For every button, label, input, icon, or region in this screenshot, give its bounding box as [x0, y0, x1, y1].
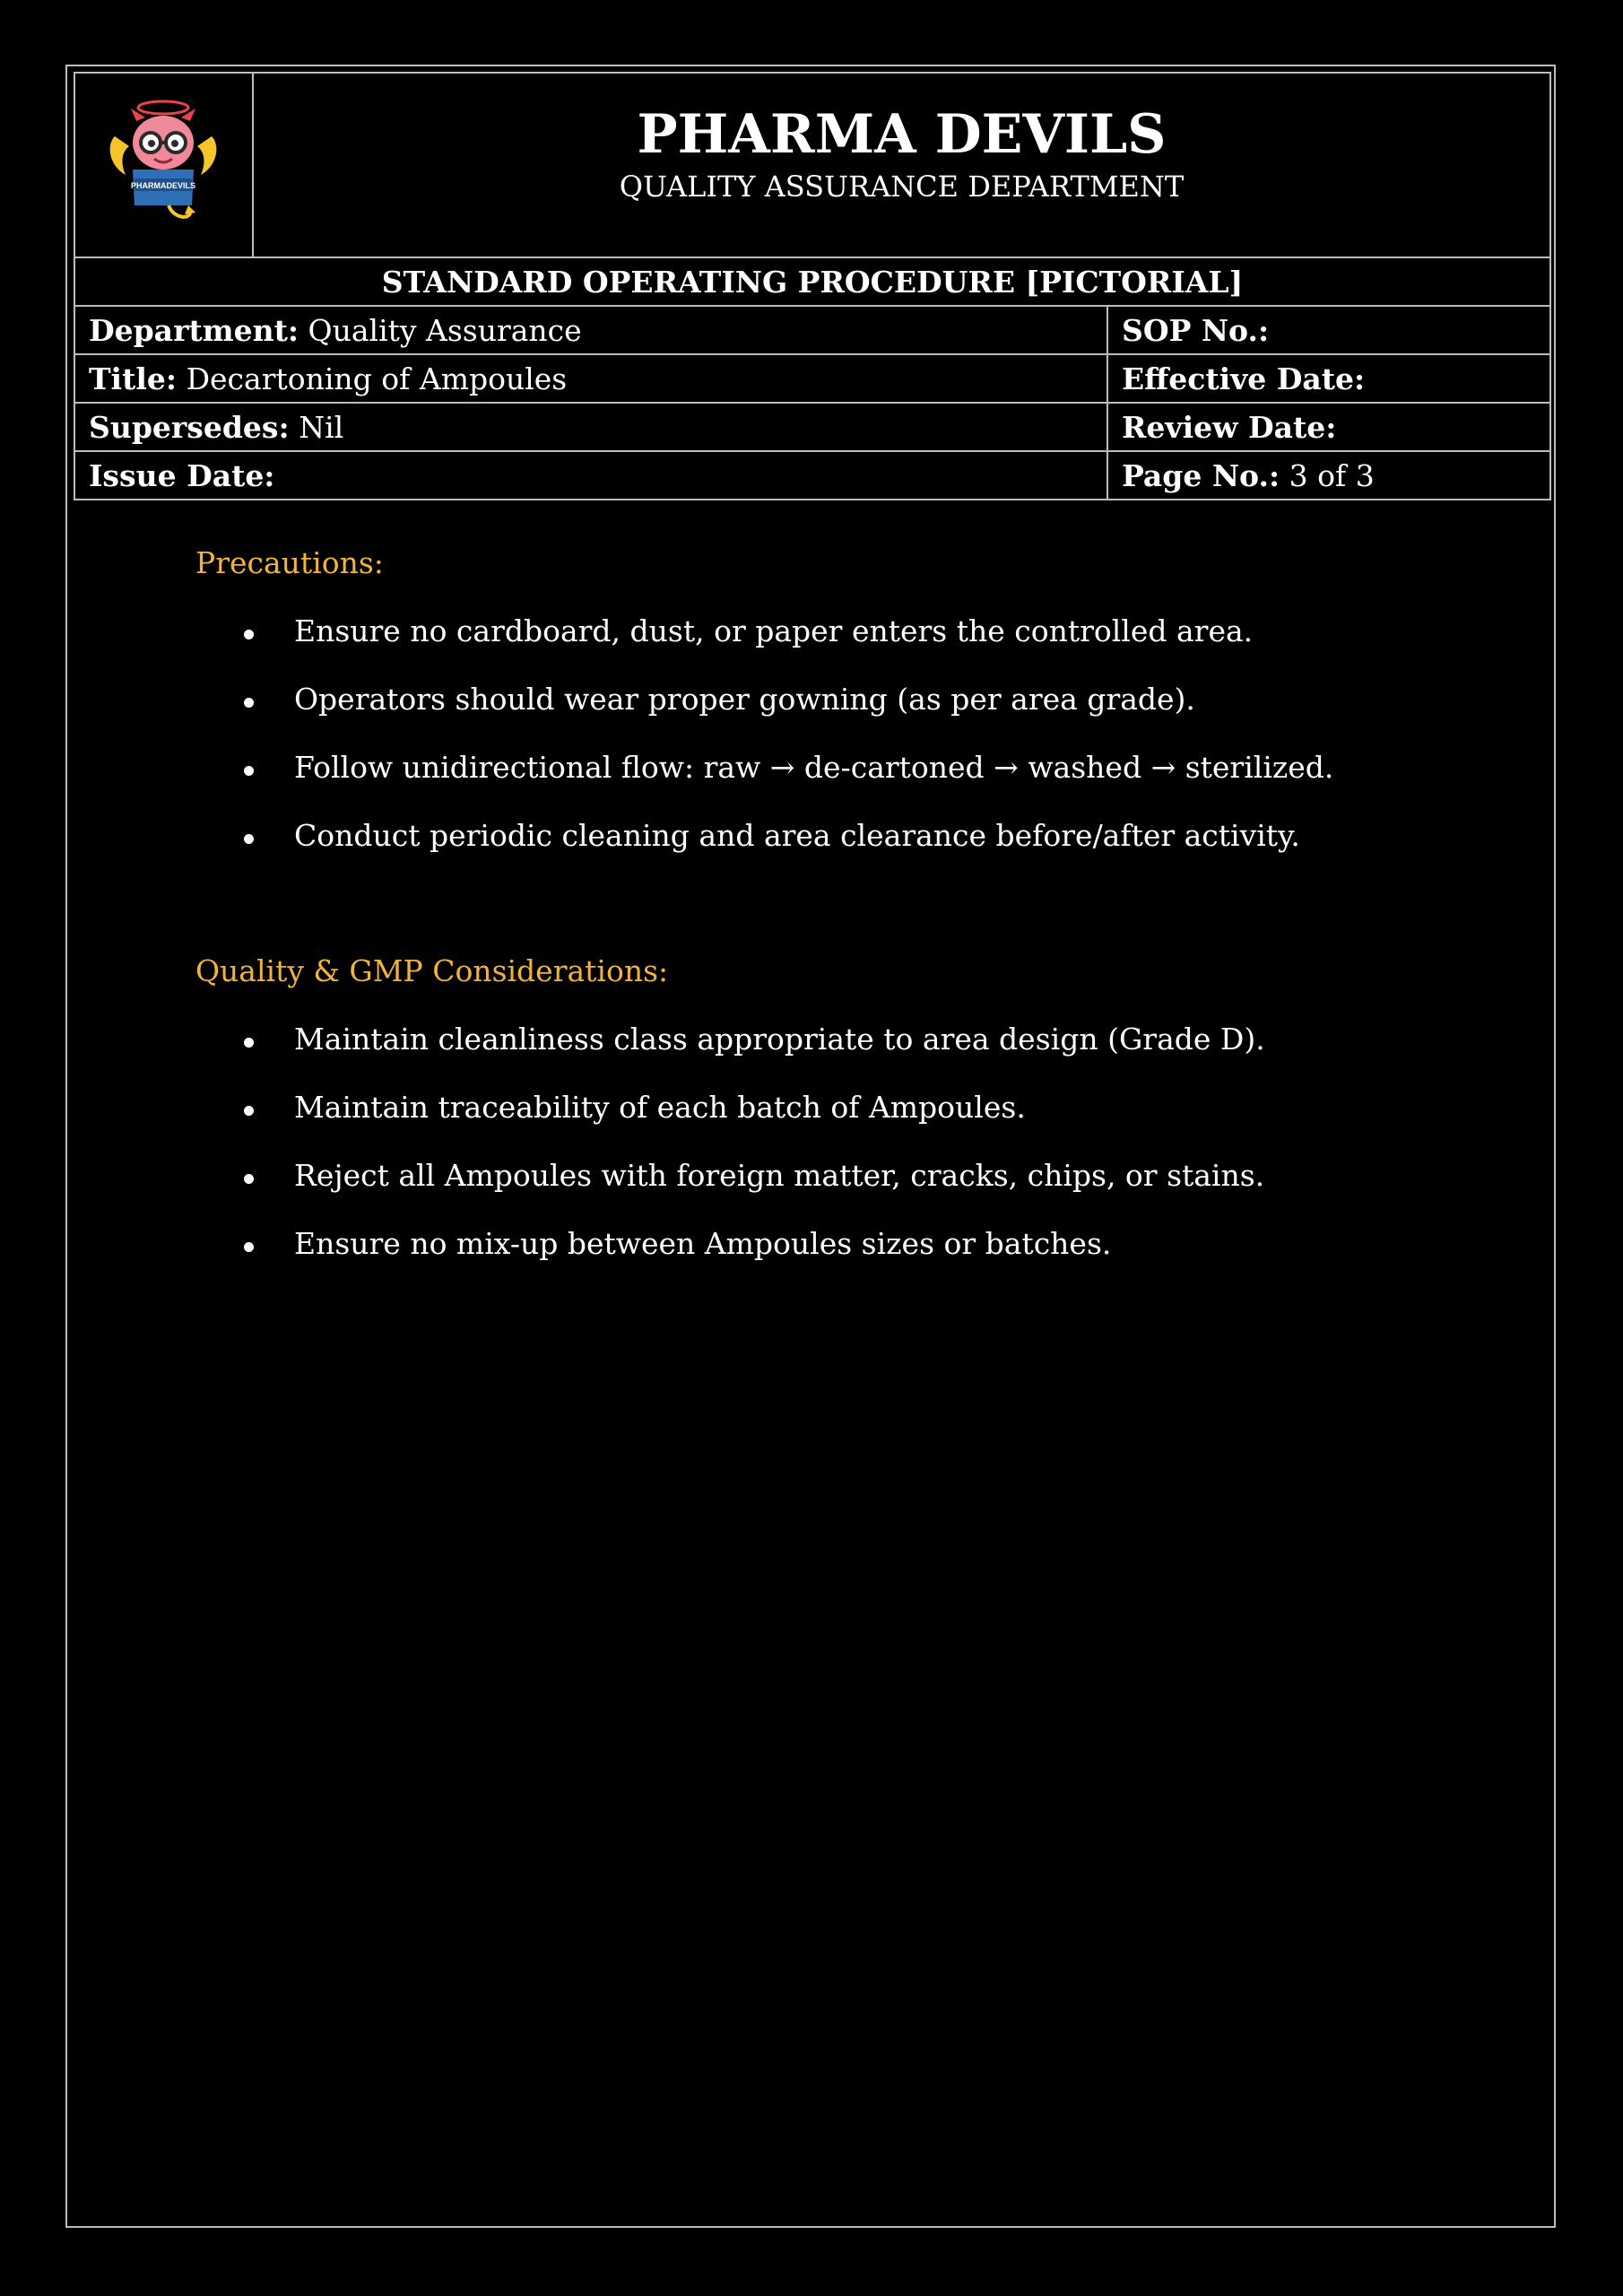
- list-item-text: Maintain cleanliness class appropriate to area design (Grade D).: [294, 1022, 1265, 1057]
- precautions-heading: Precautions:: [195, 545, 384, 580]
- department-value: Quality Assurance: [308, 312, 582, 348]
- title-label: Title:: [89, 361, 178, 396]
- list-item: [294, 1226, 1111, 1261]
- list-item-text: Operators should wear proper gowning (as per area grade).: [294, 682, 1195, 717]
- sop-banner: STANDARD OPERATING PROCEDURE [PICTORIAL]: [74, 257, 1550, 306]
- brand-cell: [253, 73, 1550, 257]
- sop-header-table: [74, 72, 1551, 500]
- effective-date-field: [1107, 354, 1550, 403]
- sop-no-field: [1107, 306, 1550, 354]
- list-item: [294, 613, 1253, 648]
- gmp-considerations-heading: Quality & GMP Considerations:: [195, 953, 669, 988]
- bullet-icon: [244, 1242, 254, 1252]
- list-item-text: Maintain traceability of each batch of Ampoules.: [294, 1090, 1026, 1125]
- department-label: Department:: [89, 312, 299, 348]
- list-item: [294, 1158, 1264, 1193]
- issue-date-field: [74, 451, 1107, 500]
- bullet-icon: [244, 630, 254, 639]
- review-date-label: Review Date:: [1122, 409, 1337, 445]
- supersedes-field: [74, 403, 1107, 451]
- supersedes-label: Supersedes:: [89, 409, 290, 445]
- list-item: [294, 1022, 1265, 1057]
- list-item-text: Reject all Ampoules with foreign matter, cracks, chips, or stains.: [294, 1158, 1265, 1193]
- title-value: Decartoning of Ampoules: [186, 361, 568, 396]
- list-item-text: Conduct periodic cleaning and area clearance before/after activity.: [294, 818, 1300, 853]
- bullet-icon: [244, 1106, 254, 1116]
- review-date-field: [1107, 403, 1550, 451]
- list-item: [294, 750, 1333, 785]
- list-item: [294, 682, 1195, 717]
- bullet-icon: [244, 1174, 254, 1184]
- department-name: QUALITY ASSURANCE DEPARTMENT: [619, 170, 1185, 204]
- svg-text:PHARMADEVILS: PHARMADEVILS: [130, 181, 195, 190]
- issue-date-label: Issue Date:: [89, 457, 275, 493]
- logo-cell: [74, 73, 253, 257]
- supersedes-value: Nil: [299, 409, 344, 445]
- bullet-icon: [244, 766, 254, 776]
- company-name: PHARMA DEVILS: [637, 103, 1167, 166]
- bullet-icon: [244, 698, 254, 708]
- list-item: [294, 1090, 1026, 1125]
- sop-no-label: SOP No.:: [1122, 312, 1270, 348]
- department-field: [74, 306, 1107, 354]
- page-no-value: 3 of 3: [1289, 457, 1375, 493]
- bullet-icon: [244, 834, 254, 844]
- list-item-text: Follow unidirectional flow: raw → de-cartoned → washed → sterilized.: [294, 750, 1334, 785]
- page-no-field: [1107, 451, 1550, 500]
- page-no-label: Page No.:: [1122, 457, 1280, 493]
- title-field: [74, 354, 1107, 403]
- list-item-text: Ensure no cardboard, dust, or paper enters the controlled area.: [294, 613, 1254, 648]
- list-item-text: Ensure no mix-up between Ampoules sizes or batches.: [294, 1226, 1112, 1261]
- pharma-devils-logo: [106, 96, 222, 230]
- bullet-icon: [244, 1038, 254, 1048]
- effective-date-label: Effective Date:: [1122, 361, 1366, 396]
- list-item: [294, 818, 1300, 853]
